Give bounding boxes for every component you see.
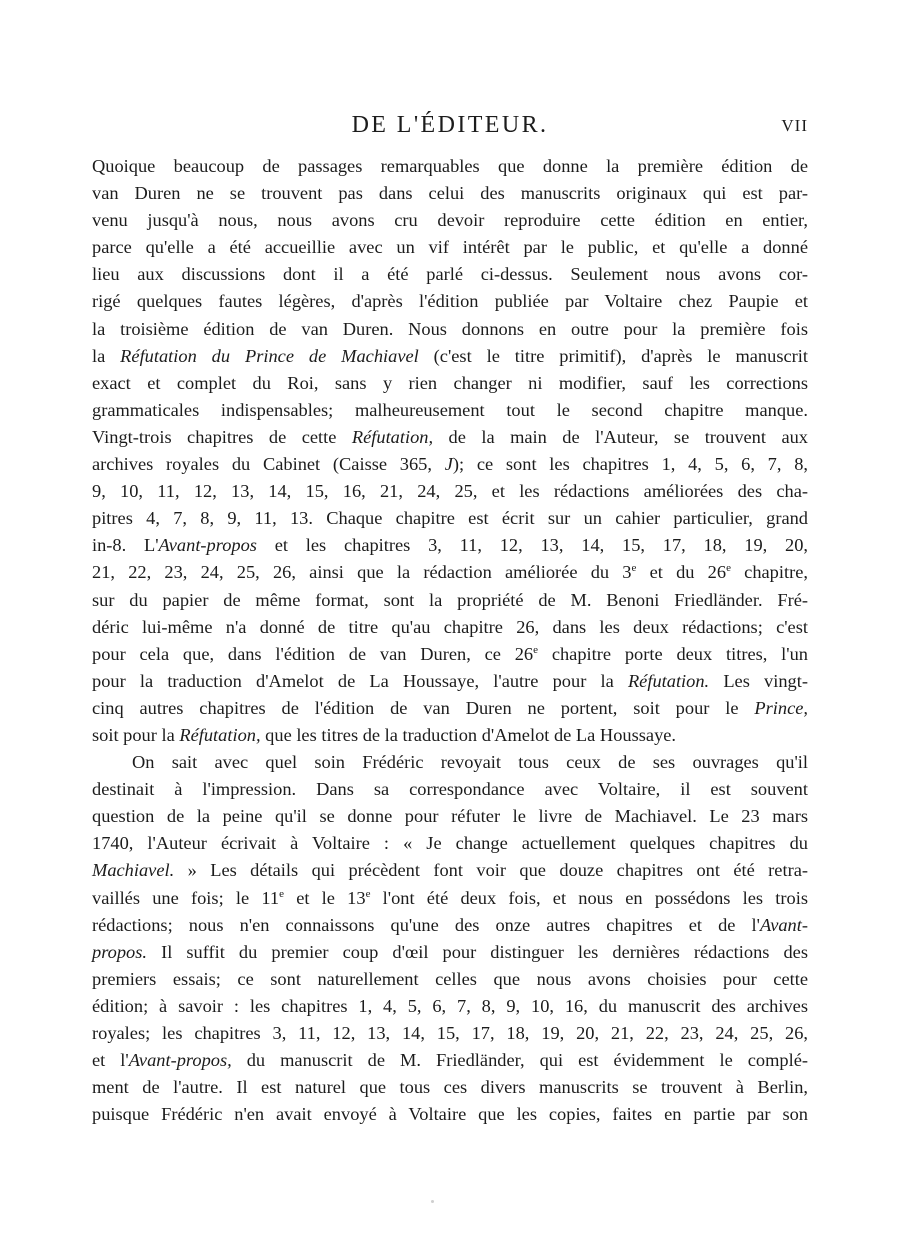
text-line (92, 234, 808, 261)
text-segment: venu jusqu'à nous, nous avons cru devoir reproduire cette édition en entier, (92, 210, 808, 231)
text-segment: vaillés une fois; le 11 (92, 887, 280, 908)
text-line (92, 370, 808, 397)
text-segment: et les chapitres 3, 11, 12, 13, 14, 15, 17, 18, 19, 20, (256, 535, 808, 556)
text-segment: 21, 22, 23, 24, 25, 26, ainsi que la rédaction améliorée du 3 (92, 562, 632, 583)
text-segment: Quoique beaucoup de passages remarquables que donne la première édition de (92, 156, 808, 176)
body-text (92, 153, 808, 1128)
text-segment: van Duren ne se trouvent pas dans celui des manuscrits originaux qui est par- (92, 183, 808, 204)
paper-speck (431, 1200, 434, 1203)
superscript: e (365, 887, 371, 900)
text-segment: parce qu'elle a été accueillie avec un vif intérêt par le public, et qu'elle a donné (92, 237, 808, 258)
italic-title: Prince, (754, 697, 808, 718)
text-segment: déric lui-même n'a donné de titre qu'au chapitre 26, dans les deux rédactions; c'est (92, 616, 808, 637)
text-line (92, 1020, 808, 1047)
text-segment: lieu aux discussions dont il a été parlé ci-dessus. Seulement nous avons cor- (92, 264, 808, 285)
text-line (92, 912, 808, 939)
text-segment: archives royales du Cabinet (Caisse 365, (92, 454, 445, 475)
text-line (92, 261, 808, 288)
italic-title: Réfutation. (627, 670, 710, 691)
text-segment: que les titres de la traduction d'Amelot de La Houssaye. (260, 724, 677, 745)
text-segment: soit pour la (92, 724, 180, 745)
superscript: e (533, 643, 539, 656)
text-line (92, 153, 808, 180)
text-line (92, 1047, 808, 1074)
superscript: e (631, 562, 637, 575)
text-line (92, 532, 808, 559)
text-segment: de la main de l'Auteur, se trouvent aux (433, 426, 808, 447)
italic-title: Avant-propos (158, 535, 257, 556)
text-line (92, 641, 808, 668)
text-segment: premiers essais; ce sont naturellement celles que nous avons choisies pour cette (92, 968, 808, 989)
text-segment: la troisième édition de van Duren. Nous donnons en outre pour la première fois (92, 318, 808, 339)
italic-title: Machiavel. (92, 860, 175, 881)
text-line (92, 885, 808, 912)
text-segment: destinait à l'impression. Dans sa correspondance avec Voltaire, il est souvent (92, 779, 808, 800)
text-line (92, 803, 808, 830)
text-segment: » Les détails qui précèdent font voir que douze chapitres ont été retra- (174, 860, 808, 881)
text-segment: édition; à savoir : les chapitres 1, 4, 5, 6, 7, 8, 9, 10, 16, du manuscrit des archives (92, 995, 808, 1016)
text-line (92, 722, 808, 749)
text-segment: pour cela que, dans l'édition de van Duren, ce 26 (92, 643, 534, 664)
text-segment: et le 13 (283, 887, 366, 908)
text-segment: sur du papier de même format, sont la propriété de M. Benoni Friedländer. Fré- (92, 589, 808, 610)
text-line (92, 424, 808, 451)
text-segment: rigé quelques fautes légères, d'après l'édition publiée par Voltaire chez Paupie et (92, 291, 808, 312)
text-segment: chapitre, (730, 562, 808, 583)
text-segment: du manuscrit de M. Friedländer, qui est évidemment le complé- (231, 1050, 808, 1071)
text-line (92, 207, 808, 234)
text-line (92, 776, 808, 803)
text-line (92, 1101, 808, 1128)
superscript: e (726, 562, 731, 575)
text-segment: cinq autres chapitres de l'édition de van Duren ne portent, soit pour le (92, 697, 755, 718)
text-line (92, 343, 808, 370)
italic-title: Réfutation du Prince de Machiavel (120, 345, 419, 366)
text-line (92, 180, 808, 207)
running-title: DE L'ÉDITEUR. (351, 112, 549, 138)
text-segment: et du 26 (636, 562, 727, 583)
text-line (92, 695, 808, 722)
text-line (92, 993, 808, 1020)
text-line (92, 830, 808, 857)
text-line (92, 939, 808, 966)
text-segment: pour la traduction d'Amelot de La Houssaye, l'autre pour la (92, 670, 628, 691)
text-line (92, 316, 808, 343)
superscript: e (279, 887, 284, 900)
text-line (92, 397, 808, 424)
text-segment: exact et complet du Roi, sans y rien changer ni modifier, sauf les corrections (92, 372, 808, 393)
text-segment: On sait avec quel soin Frédéric revoyait tous ceux de ses ouvrages qu'il (132, 752, 808, 773)
text-segment: ); ce sont les chapitres 1, 4, 5, 6, 7, 8, (452, 454, 808, 475)
italic-title: propos. (92, 941, 148, 962)
text-line (92, 505, 808, 532)
page-number: VII (781, 116, 808, 135)
text-segment: question de la peine qu'il se donne pour réfuter le livre de Machiavel. Le 23 mars (92, 806, 808, 827)
text-segment: pitres 4, 7, 8, 9, 11, 13. Chaque chapitre est écrit sur un cahier particulier, grand (92, 508, 808, 529)
text-segment: Vingt-trois chapitres de cette (92, 426, 352, 447)
text-segment: l'ont été deux fois, et nous en possédons les trois (370, 887, 808, 908)
italic-title: Réfutation, (351, 426, 434, 447)
text-segment: rédactions; nous n'en connaissons qu'une des onze autres chapitres et de l' (92, 914, 760, 935)
text-segment: chapitre porte deux titres, l'un (538, 643, 808, 664)
text-line (92, 749, 808, 776)
text-segment: in-8. L' (92, 535, 159, 556)
text-segment: et l' (92, 1050, 129, 1071)
text-segment: 9, 10, 11, 12, 13, 14, 15, 16, 21, 24, 25, et les rédactions améliorées des cha- (92, 481, 808, 502)
text-segment: la (92, 345, 121, 366)
text-segment: puisque Frédéric n'en avait envoyé à Voltaire que les copies, faites en partie par son (92, 1104, 808, 1125)
text-segment: grammaticales indispensables; malheureusement tout le second chapitre manque. (92, 399, 808, 420)
text-segment: ment de l'autre. Il est naturel que tous ces divers manuscrits se trouvent à Berlin, (92, 1077, 808, 1098)
italic-title: Avant-propos, (128, 1050, 232, 1071)
text-segment: 1740, l'Auteur écrivait à Voltaire : « Je change actuellement quelques chapitres du (92, 833, 808, 854)
text-line (92, 478, 808, 505)
running-head (92, 108, 808, 142)
text-line (92, 288, 808, 315)
text-line (92, 451, 808, 478)
italic-title: Avant- (759, 914, 808, 935)
text-segment: Il suffit du premier coup d'œil pour distinguer les dernières rédactions des (147, 941, 808, 962)
text-segment: Les vingt- (709, 670, 808, 691)
italic-title: Réfutation, (179, 724, 261, 745)
text-line (92, 668, 808, 695)
text-line (92, 966, 808, 993)
text-segment: royales; les chapitres 3, 11, 12, 13, 14, 15, 17, 18, 19, 20, 21, 22, 23, 24, 25, 26, (92, 1023, 808, 1043)
text-line (92, 587, 808, 614)
text-segment: (c'est le titre primitif), d'après le manuscrit (418, 345, 808, 366)
text-line (92, 559, 808, 586)
text-line (92, 1074, 808, 1101)
italic-title: J (444, 454, 453, 475)
text-line (92, 857, 808, 884)
text-line (92, 614, 808, 641)
